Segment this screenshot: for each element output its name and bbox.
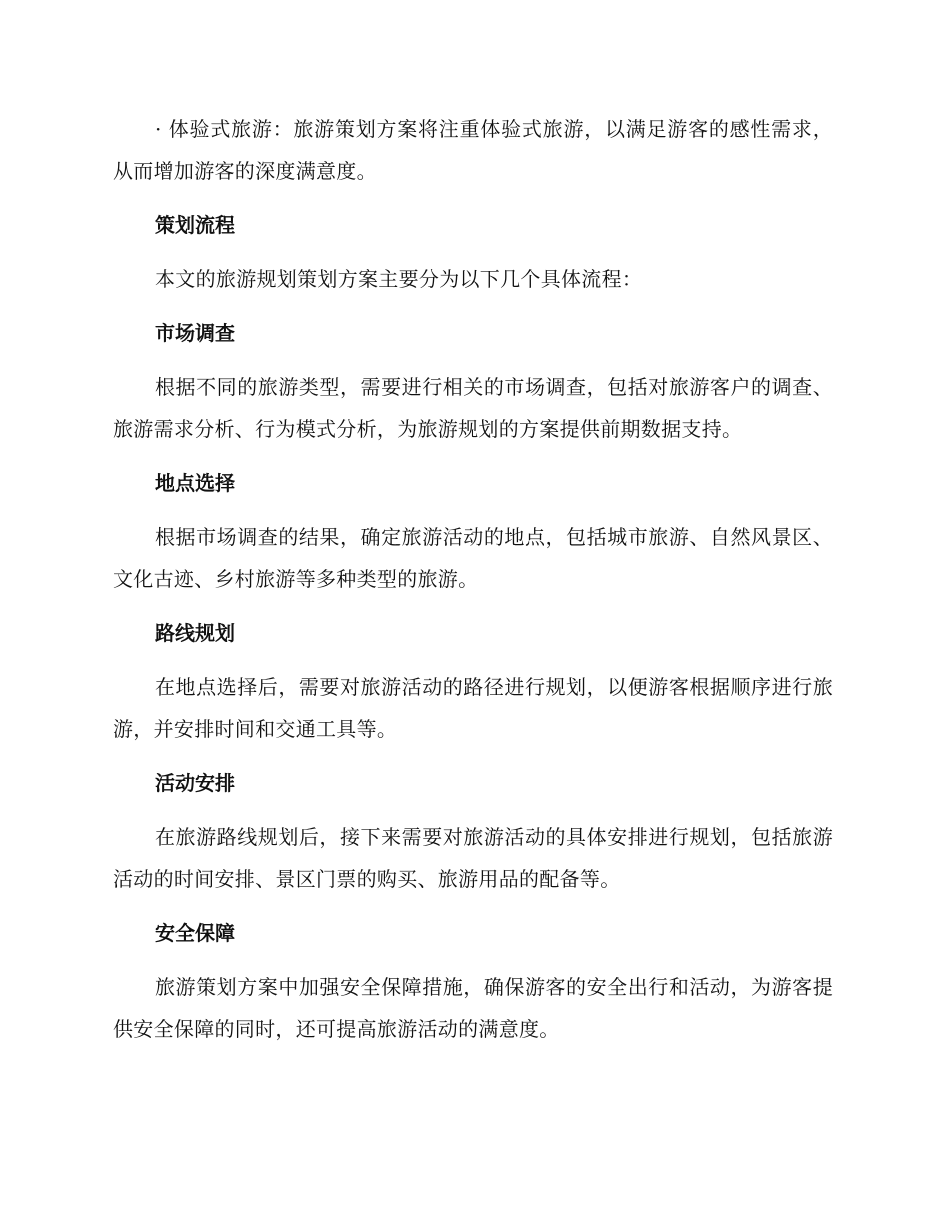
paragraph-location-selection: 根据市场调查的结果，确定旅游活动的地点，包括城市旅游、自然风景区、文化古迹、乡村旅游等多种类型的旅游。 bbox=[113, 525, 833, 591]
intro-paragraph: · 体验式旅游：旅游策划方案将注重体验式旅游，以满足游客的感性需求，从而增加游客的深度满意度。 bbox=[113, 117, 833, 183]
document-body bbox=[113, 108, 833, 1062]
heading-route-planning: 路线规划 bbox=[155, 621, 235, 645]
heading-location-selection: 地点选择 bbox=[155, 471, 235, 495]
paragraph-safety-guarantee: 旅游策划方案中加强安全保障措施，确保游客的安全出行和活动，为游客提供安全保障的同时，还可提高旅游活动的满意度。 bbox=[113, 975, 833, 1041]
paragraph-planning-process: 本文的旅游规划策划方案主要分为以下几个具体流程： bbox=[155, 267, 643, 291]
heading-activity-arrangement: 活动安排 bbox=[155, 771, 235, 795]
paragraph-route-planning: 在地点选择后，需要对旅游活动的路径进行规划，以便游客根据顺序进行旅游，并安排时间和交通工具等。 bbox=[113, 675, 833, 741]
heading-safety-guarantee: 安全保障 bbox=[155, 921, 235, 945]
heading-market-research: 市场调查 bbox=[155, 321, 235, 345]
paragraph-market-research: 根据不同的旅游类型，需要进行相关的市场调查，包括对旅游客户的调查、旅游需求分析、行为模式分析，为旅游规划的方案提供前期数据支持。 bbox=[113, 375, 833, 441]
heading-planning-process: 策划流程 bbox=[155, 213, 235, 237]
paragraph-activity-arrangement: 在旅游路线规划后，接下来需要对旅游活动的具体安排进行规划，包括旅游活动的时间安排、景区门票的购买、旅游用品的配备等。 bbox=[113, 825, 833, 891]
